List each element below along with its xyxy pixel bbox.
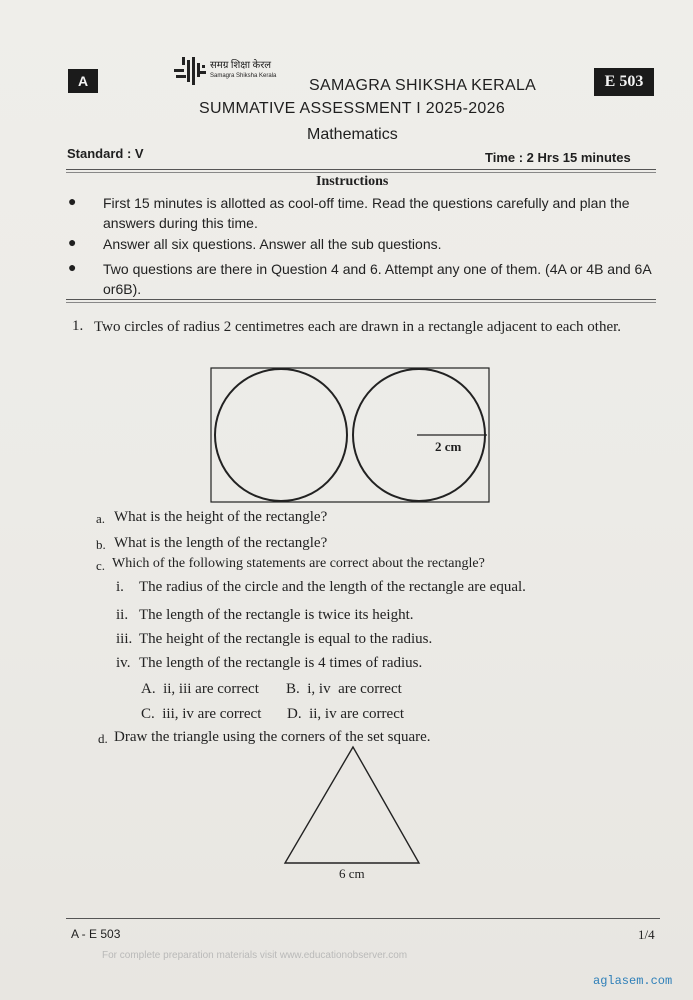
subquestion-c-label: c. xyxy=(96,558,106,573)
statement-number: i. xyxy=(116,579,124,595)
instructions-rule xyxy=(66,299,656,300)
radius-label: 2 cm xyxy=(435,439,462,454)
logo-small-text: Samagra Shiksha Kerala xyxy=(210,73,277,79)
footer-code: A - E 503 xyxy=(71,927,121,941)
statement-number: iv. xyxy=(116,655,131,671)
triangle-shape xyxy=(285,747,419,863)
instruction-item: First 15 minutes is allotted as cool-off time. Read the questions carefully and plan the answers during this time. xyxy=(103,195,630,231)
subquestion-b-label: b. xyxy=(96,537,106,552)
page-number: 1/4 xyxy=(638,927,655,942)
triangle-figure xyxy=(280,744,430,866)
circles-rectangle-figure xyxy=(210,367,492,505)
instruction-item: Answer all six questions. Answer all the sub questions. xyxy=(103,236,442,252)
left-circle xyxy=(215,369,347,501)
triangle-base-label: 6 cm xyxy=(339,866,365,881)
paper-set-badge: A xyxy=(68,69,98,93)
time-label: Time : 2 Hrs 15 minutes xyxy=(485,150,631,165)
question-number: 1. xyxy=(72,318,84,334)
org-name: SAMAGRA SHIKSHA KERALA xyxy=(309,77,537,94)
statement-text: The height of the rectangle is equal to the radius. xyxy=(139,631,433,647)
subquestion-c-text: Which of the following statements are correct about the rectangle? xyxy=(112,556,485,571)
exam-title: SUMMATIVE ASSESSMENT I 2025-2026 xyxy=(199,100,506,117)
logo xyxy=(172,55,307,89)
statement-text: The length of the rectangle is twice its height. xyxy=(139,607,414,623)
logo-hindi-text: समग्र शिक्षा केरल xyxy=(210,60,272,71)
option-b: B. i, iv are correct xyxy=(286,681,402,697)
option-d: D. ii, iv are correct xyxy=(287,706,405,722)
logo-icon xyxy=(172,55,208,89)
statement-text: The radius of the circle and the length of the rectangle are equal. xyxy=(139,579,526,595)
bullet-icon: ● xyxy=(68,195,77,210)
standard-label: Standard : V xyxy=(67,146,144,161)
instructions-heading: Instructions xyxy=(316,174,389,189)
site-link[interactable]: aglasem.com xyxy=(593,974,673,988)
bullet-icon: ● xyxy=(68,236,77,251)
instructions-rule-2 xyxy=(66,302,656,303)
subquestion-a-label: a. xyxy=(96,511,106,526)
header-rule xyxy=(66,169,656,170)
option-a: A. ii, iii are correct xyxy=(141,681,259,697)
statement-text: The length of the rectangle is 4 times of radius. xyxy=(139,655,423,671)
instruction-item: Two questions are there in Question 4 and 6. Attempt any one of them. (4A or 4B and 6A or6B). xyxy=(103,261,651,297)
subject-title: Mathematics xyxy=(307,126,398,143)
statement-number: ii. xyxy=(116,607,129,623)
paper-code-badge: E 503 xyxy=(594,68,654,96)
option-c: C. iii, iv are correct xyxy=(141,706,262,722)
subquestion-d-label: d. xyxy=(98,731,108,746)
watermark-text: For complete preparation materials visit www.educationobserver.com xyxy=(102,950,408,961)
subquestion-d-text: Draw the triangle using the corners of the set square. xyxy=(114,729,431,745)
statement-number: iii. xyxy=(116,631,133,647)
subquestion-a-text: What is the height of the rectangle? xyxy=(114,509,328,525)
header-rule-2 xyxy=(66,172,656,173)
bullet-icon: ● xyxy=(68,261,77,276)
subquestion-b-text: What is the length of the rectangle? xyxy=(114,535,328,551)
question-text: Two circles of radius 2 centimetres each are drawn in a rectangle adjacent to each other. xyxy=(94,319,622,335)
footer-rule xyxy=(66,918,660,919)
